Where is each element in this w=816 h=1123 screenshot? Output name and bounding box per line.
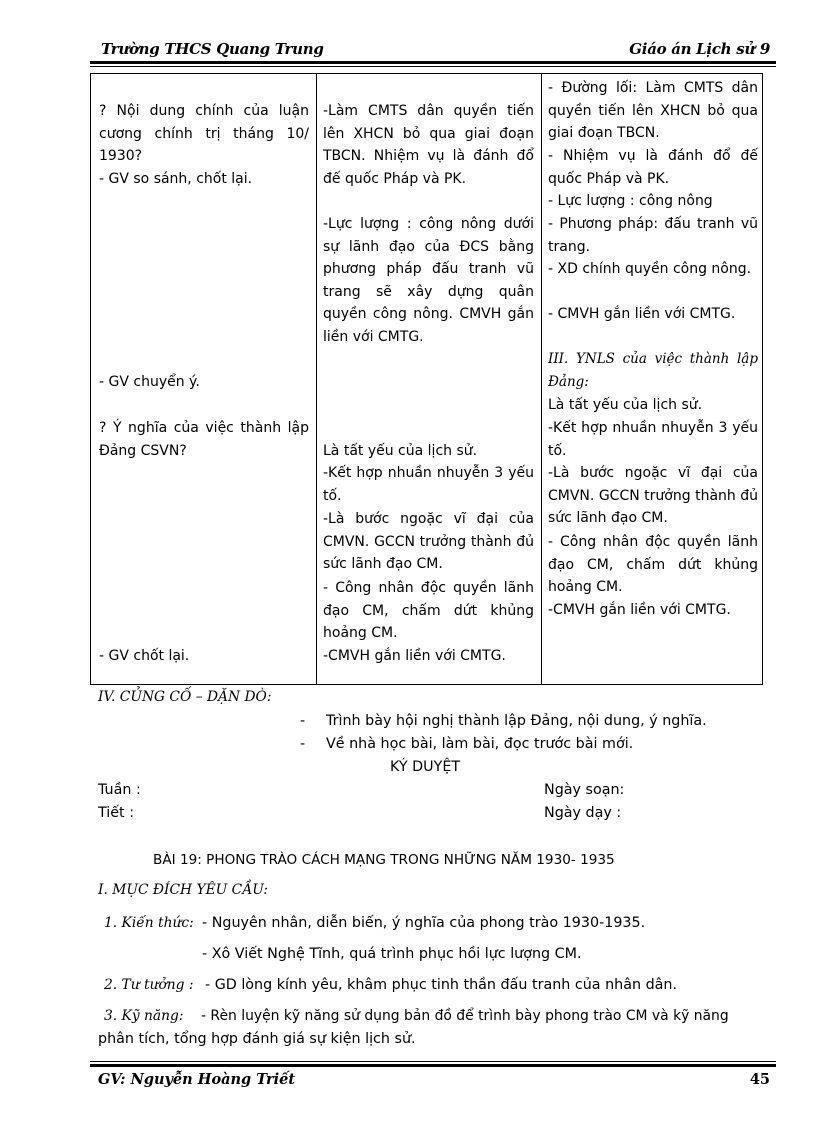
content-heading: III. YNLS của việc thành lập Đảng: [548, 351, 758, 390]
lesson-title: BÀI 19: PHONG TRÀO CÁCH MẠNG TRONG NHỮNG NĂM 1930- 1935 [153, 852, 615, 868]
student-answer: -CMVH gắn liền với CMTG. [323, 648, 506, 664]
footer-rule [90, 1064, 776, 1067]
attitude-text: - GD lòng kính yêu, khâm phục tinh thần đấu tranh của nhân dân. [205, 977, 678, 993]
knowledge-text: - Xô Viết Nghệ Tĩnh, quá trình phục hồi lực lượng CM. [202, 946, 582, 962]
date-prepared-label: Ngày soạn: [544, 782, 625, 798]
student-answer: -Kết hợp nhuần nhuyễn 3 yếu tố. [323, 465, 534, 504]
goals-heading: I. MỤC ĐÍCH YÊU CẦU: [98, 882, 268, 898]
attitude-label: 2. Tư tưởng : [104, 977, 194, 993]
student-answer: - Công nhân độc quyền lãnh đạo CM, chấm dứt khủng hoảng CM. [323, 580, 534, 642]
content-item: - Phương pháp: đấu tranh vũ trang. [548, 216, 758, 255]
content-item: - CMVH gắn liền với CMTG. [548, 306, 736, 322]
header-school: Trường THCS Quang Trung [101, 40, 324, 58]
content-item: -CMVH gắn liền với CMTG. [548, 602, 731, 618]
header-rule [90, 61, 776, 64]
header-rule-thin [90, 66, 776, 67]
content-item: - Công nhân độc quyền lãnh đạo CM, chấm dứt khủng hoảng CM. [548, 534, 758, 596]
page-number: 45 [749, 1071, 770, 1088]
homework-item: Trình bày hội nghị thành lập Đảng, nội dung, ý nghĩa. [326, 713, 707, 729]
content-item: - Đường lối: Làm CMTS dân quyền tiến lên XHCN bỏ qua giai đoạn TBCN. [548, 80, 758, 142]
skills-label: 3. Kỹ năng: [104, 1008, 184, 1024]
header-subject: Giáo án Lịch sử 9 [629, 40, 770, 58]
section-heading: IV. CỦNG CỐ – DẶN DÒ: [98, 689, 272, 705]
student-answer: -Là bước ngoặc vĩ đại của CMVN. GCCN trưởng thành đủ sức lãnh đạo CM. [323, 511, 534, 573]
skills-text: - Rèn luyện kỹ năng sử dụng bản đồ để trình bày phong trào CM và kỹ năng [201, 1008, 729, 1024]
teacher-note: - GV chuyển ý. [99, 374, 200, 390]
content-item: -Kết hợp nhuần nhuyễn 3 yếu tố. [548, 420, 758, 459]
footer-rule-thin [90, 1061, 776, 1062]
approval-title: KÝ DUYỆT [390, 759, 461, 775]
date-taught-label: Ngày dạy : [544, 805, 622, 821]
table-divider [316, 74, 317, 684]
lesson-table [90, 73, 763, 685]
student-answer: -Lực lượng : công nông dưới sự lãnh đạo của ĐCS bằng phương pháp đấu tranh vũ trang sẽ xây dựng quân quyền công nông. CMVH gắn liền với CMTG. [323, 216, 534, 345]
teacher-question-1: ? Nội dung chính của luận cương chính trị tháng 10/ 1930? [99, 103, 309, 165]
period-label: Tiết : [98, 805, 135, 821]
knowledge-label: 1. Kiến thức: [104, 915, 194, 931]
content-item: - XD chính quyền công nông. [548, 261, 752, 277]
bullet-dash: - [300, 713, 306, 729]
content-item: -Là bước ngoặc vĩ đại của CMVN. GCCN trưởng thành đủ sức lãnh đạo CM. [548, 465, 758, 527]
skills-text: phân tích, tổng hợp đánh giá sự kiện lịch sử. [98, 1031, 416, 1047]
teacher-note: - GV chốt lại. [99, 648, 190, 664]
homework-item: Về nhà học bài, làm bài, đọc trước bài mới. [326, 736, 634, 752]
student-answer: -Làm CMTS dân quyền tiến lên XHCN bỏ qua giai đoạn TBCN. Nhiệm vụ là đánh đổ đế quốc Pháp và PK. [323, 103, 534, 187]
week-label: Tuần : [98, 782, 141, 798]
bullet-dash: - [300, 736, 306, 752]
content-item: - Nhiệm vụ là đánh đổ đế quốc Pháp và PK. [548, 148, 758, 187]
teacher-note: - GV so sánh, chốt lại. [99, 171, 253, 187]
teacher-question-2: ? Ý nghĩa của việc thành lập Đảng CSVN? [99, 420, 309, 459]
footer-author: GV: Nguyễn Hoàng Triết [98, 1071, 296, 1088]
table-divider [541, 74, 542, 684]
student-answer: Là tất yếu của lịch sử. [323, 443, 478, 459]
content-item: - Lực lượng : công nông [548, 193, 713, 209]
knowledge-text: - Nguyên nhân, diễn biến, ý nghĩa của phong trào 1930-1935. [202, 915, 646, 931]
content-item: Là tất yếu của lịch sử. [548, 397, 703, 413]
